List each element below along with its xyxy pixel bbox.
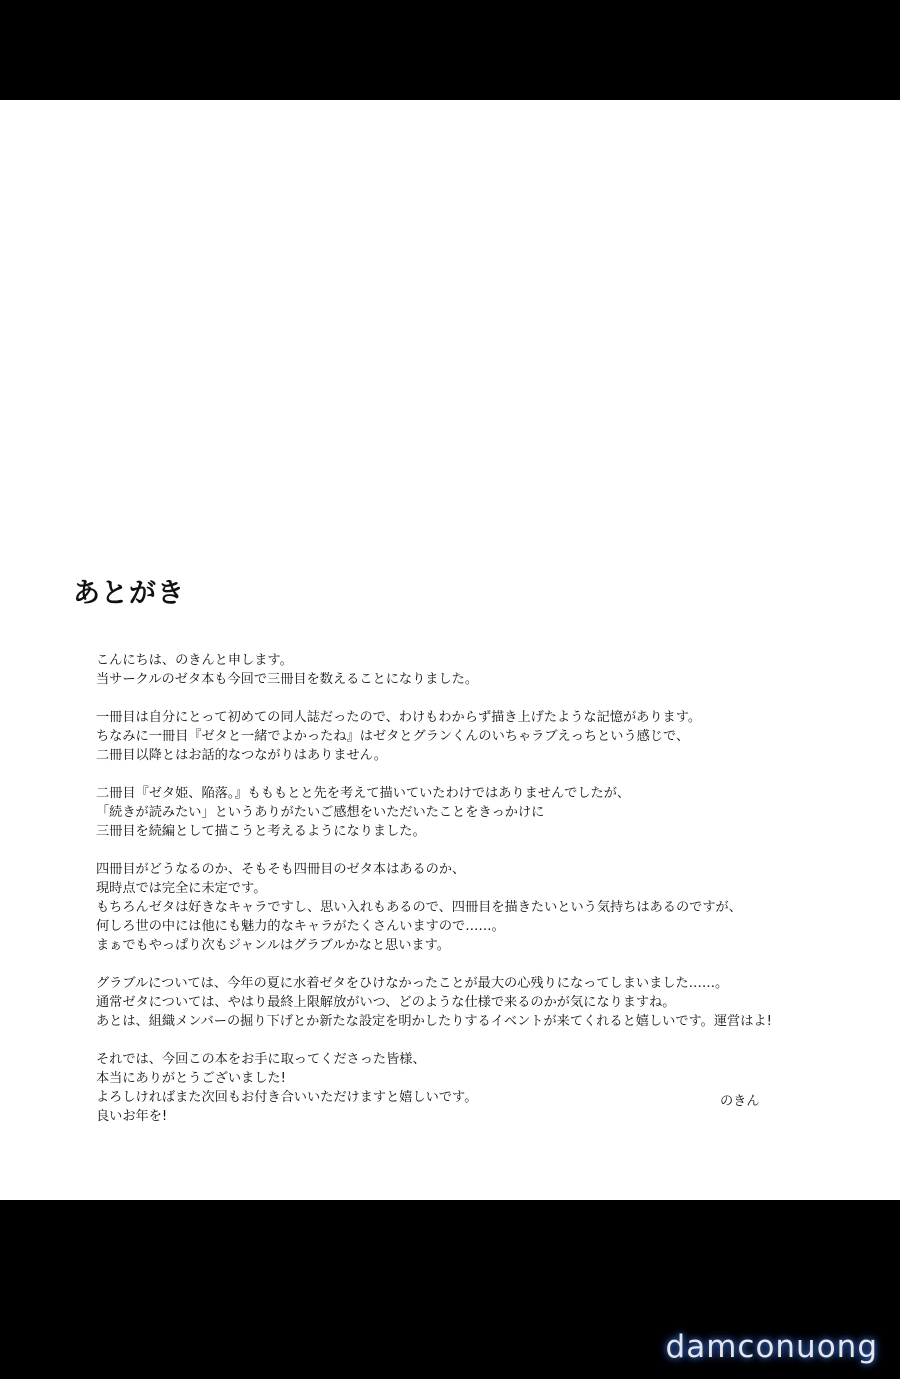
paragraph-5 — [96, 974, 886, 1031]
text-line: ちなみに一冊目『ゼタと一緒でよかったね』はゼタとグランくんのいちゃラブえっちという感じで、 — [96, 729, 690, 744]
author-signature: のきん — [720, 1094, 760, 1109]
text-line: 「続きが読みたい」というありがたいご感想をいただいたことをきっかけに — [96, 805, 545, 820]
text-line: 通常ゼタについては、やはり最終上限解放がいつ、どのような仕様で来るのかが気になりますね。 — [96, 995, 676, 1010]
afterword-body — [96, 651, 886, 1145]
paragraph-4 — [96, 860, 886, 955]
text-line: 四冊目がどうなるのか、そもそも四冊目のゼタ本はあるのか、 — [96, 862, 466, 877]
paragraph-2 — [96, 708, 886, 765]
text-line: よろしければまた次回もお付き合いいただけますと嬉しいです。 — [96, 1090, 478, 1105]
text-line: もちろんゼタは好きなキャラですし、思い入れもあるので、四冊目を描きたいという気持ちはあるのですが、 — [96, 900, 742, 915]
paragraph-6 — [96, 1050, 886, 1126]
text-line: 現時点では完全に未定です。 — [96, 881, 267, 896]
text-line: グラブルについては、今年の夏に水着ゼタをひけなかったことが最大の心残りになってしまいました……。 — [96, 976, 729, 991]
text-line: あとは、組織メンバーの掘り下げとか新たな設定を明かしたりするイベントが来てくれると嬉しいです。運営はよ! — [96, 1014, 772, 1029]
top-black-band — [0, 0, 900, 100]
text-line: まぁでもやっぱり次もジャンルはグラブルかなと思います。 — [96, 938, 450, 953]
text-line: こんにちは、のきんと申します。 — [96, 653, 293, 668]
text-line: 二冊目以降とはお話的なつながりはありません。 — [96, 748, 387, 763]
text-line: 二冊目『ゼタ姫、陥落。』もももとと先を考えて描いていたわけではありませんでしたが、 — [96, 786, 631, 801]
text-line: 当サークルのゼタ本も今回で三冊目を数えることになりました。 — [96, 672, 479, 687]
text-line: それでは、今回この本をお手に取ってくださった皆様、 — [96, 1052, 426, 1067]
text-line: 何しろ世の中には他にも魅力的なキャラがたくさんいますので……。 — [96, 919, 505, 934]
paragraph-1 — [96, 651, 886, 689]
paragraph-3 — [96, 784, 886, 841]
afterword-title: あとがき — [73, 578, 185, 609]
paper-page — [0, 100, 900, 1200]
site-watermark: damconuong — [665, 1329, 878, 1365]
text-line: 三冊目を続編として描こうと考えるようになりました。 — [96, 824, 426, 839]
text-line: 一冊目は自分にとって初めての同人誌だったので、わけもわからず描き上げたような記憶があります。 — [96, 710, 702, 725]
text-line: 良いお年を! — [96, 1109, 168, 1124]
text-line: 本当にありがとうございました! — [96, 1071, 286, 1086]
